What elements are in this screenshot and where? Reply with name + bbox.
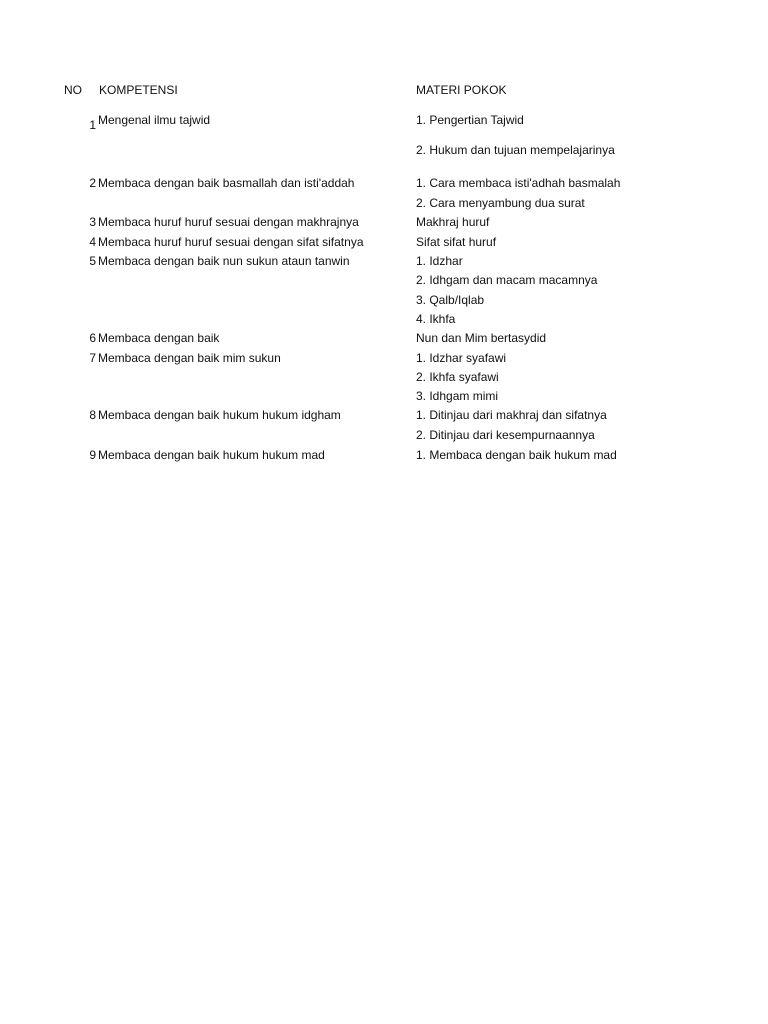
row-number: 6	[89, 331, 96, 345]
kompetensi-cell: Membaca dengan baik nun sukun ataun tanwin	[98, 254, 350, 268]
header-materi-pokok: MATERI POKOK	[416, 83, 507, 97]
materi-cell: 1. Pengertian Tajwid	[416, 113, 524, 127]
kompetensi-cell: Mengenal ilmu tajwid	[98, 113, 211, 127]
kompetensi-cell: Membaca dengan baik hukum hukum idgham	[98, 408, 341, 422]
materi-cell: 1. Idzhar syafawi	[416, 351, 507, 365]
materi-cell: 1. Idzhar	[416, 254, 463, 268]
row-number: 2	[89, 176, 96, 190]
row-number: 9	[89, 448, 96, 462]
kompetensi-cell: Membaca dengan baik basmallah dan isti'addah	[98, 176, 355, 190]
kompetensi-cell: Membaca dengan baik	[98, 331, 220, 345]
materi-cell: 1. Ditinjau dari makhraj dan sifatnya	[416, 408, 607, 422]
row-number: 4	[89, 235, 96, 249]
materi-cell: 2. Ikhfa syafawi	[416, 370, 499, 384]
row-number: 3	[89, 215, 96, 229]
materi-cell: 2. Cara menyambung dua surat	[416, 196, 585, 210]
kompetensi-cell: Membaca dengan baik hukum hukum mad	[98, 448, 325, 462]
materi-cell: Sifat sifat huruf	[416, 235, 497, 249]
header-no: NO	[64, 83, 82, 97]
materi-cell: 2. Ditinjau dari kesempurnaannya	[416, 428, 595, 442]
materi-cell: 3. Idhgam mimi	[416, 389, 499, 403]
kompetensi-cell: Membaca huruf huruf sesuai dengan makhrajnya	[98, 215, 359, 229]
row-number: 7	[89, 351, 96, 365]
materi-cell: 4. Ikhfa	[416, 312, 456, 326]
row-number: 8	[89, 408, 96, 422]
kompetensi-cell: Membaca dengan baik mim sukun	[98, 351, 281, 365]
materi-cell: 3. Qalb/Iqlab	[416, 293, 485, 307]
row-number: 1	[89, 118, 96, 132]
materi-cell: 2. Idhgam dan macam macamnya	[416, 273, 598, 287]
kompetensi-cell: Membaca huruf huruf sesuai dengan sifat sifatnya	[98, 235, 364, 249]
row-number: 5	[89, 254, 96, 268]
materi-cell: 1. Cara membaca isti'adhah basmalah	[416, 176, 621, 190]
materi-cell: Nun dan Mim bertasydid	[416, 331, 547, 345]
materi-cell: 1. Membaca dengan baik hukum mad	[416, 448, 617, 462]
materi-cell: 2. Hukum dan tujuan mempelajarinya	[416, 143, 615, 157]
materi-cell: Makhraj huruf	[416, 215, 490, 229]
header-kompetensi: KOMPETENSI	[99, 83, 178, 97]
